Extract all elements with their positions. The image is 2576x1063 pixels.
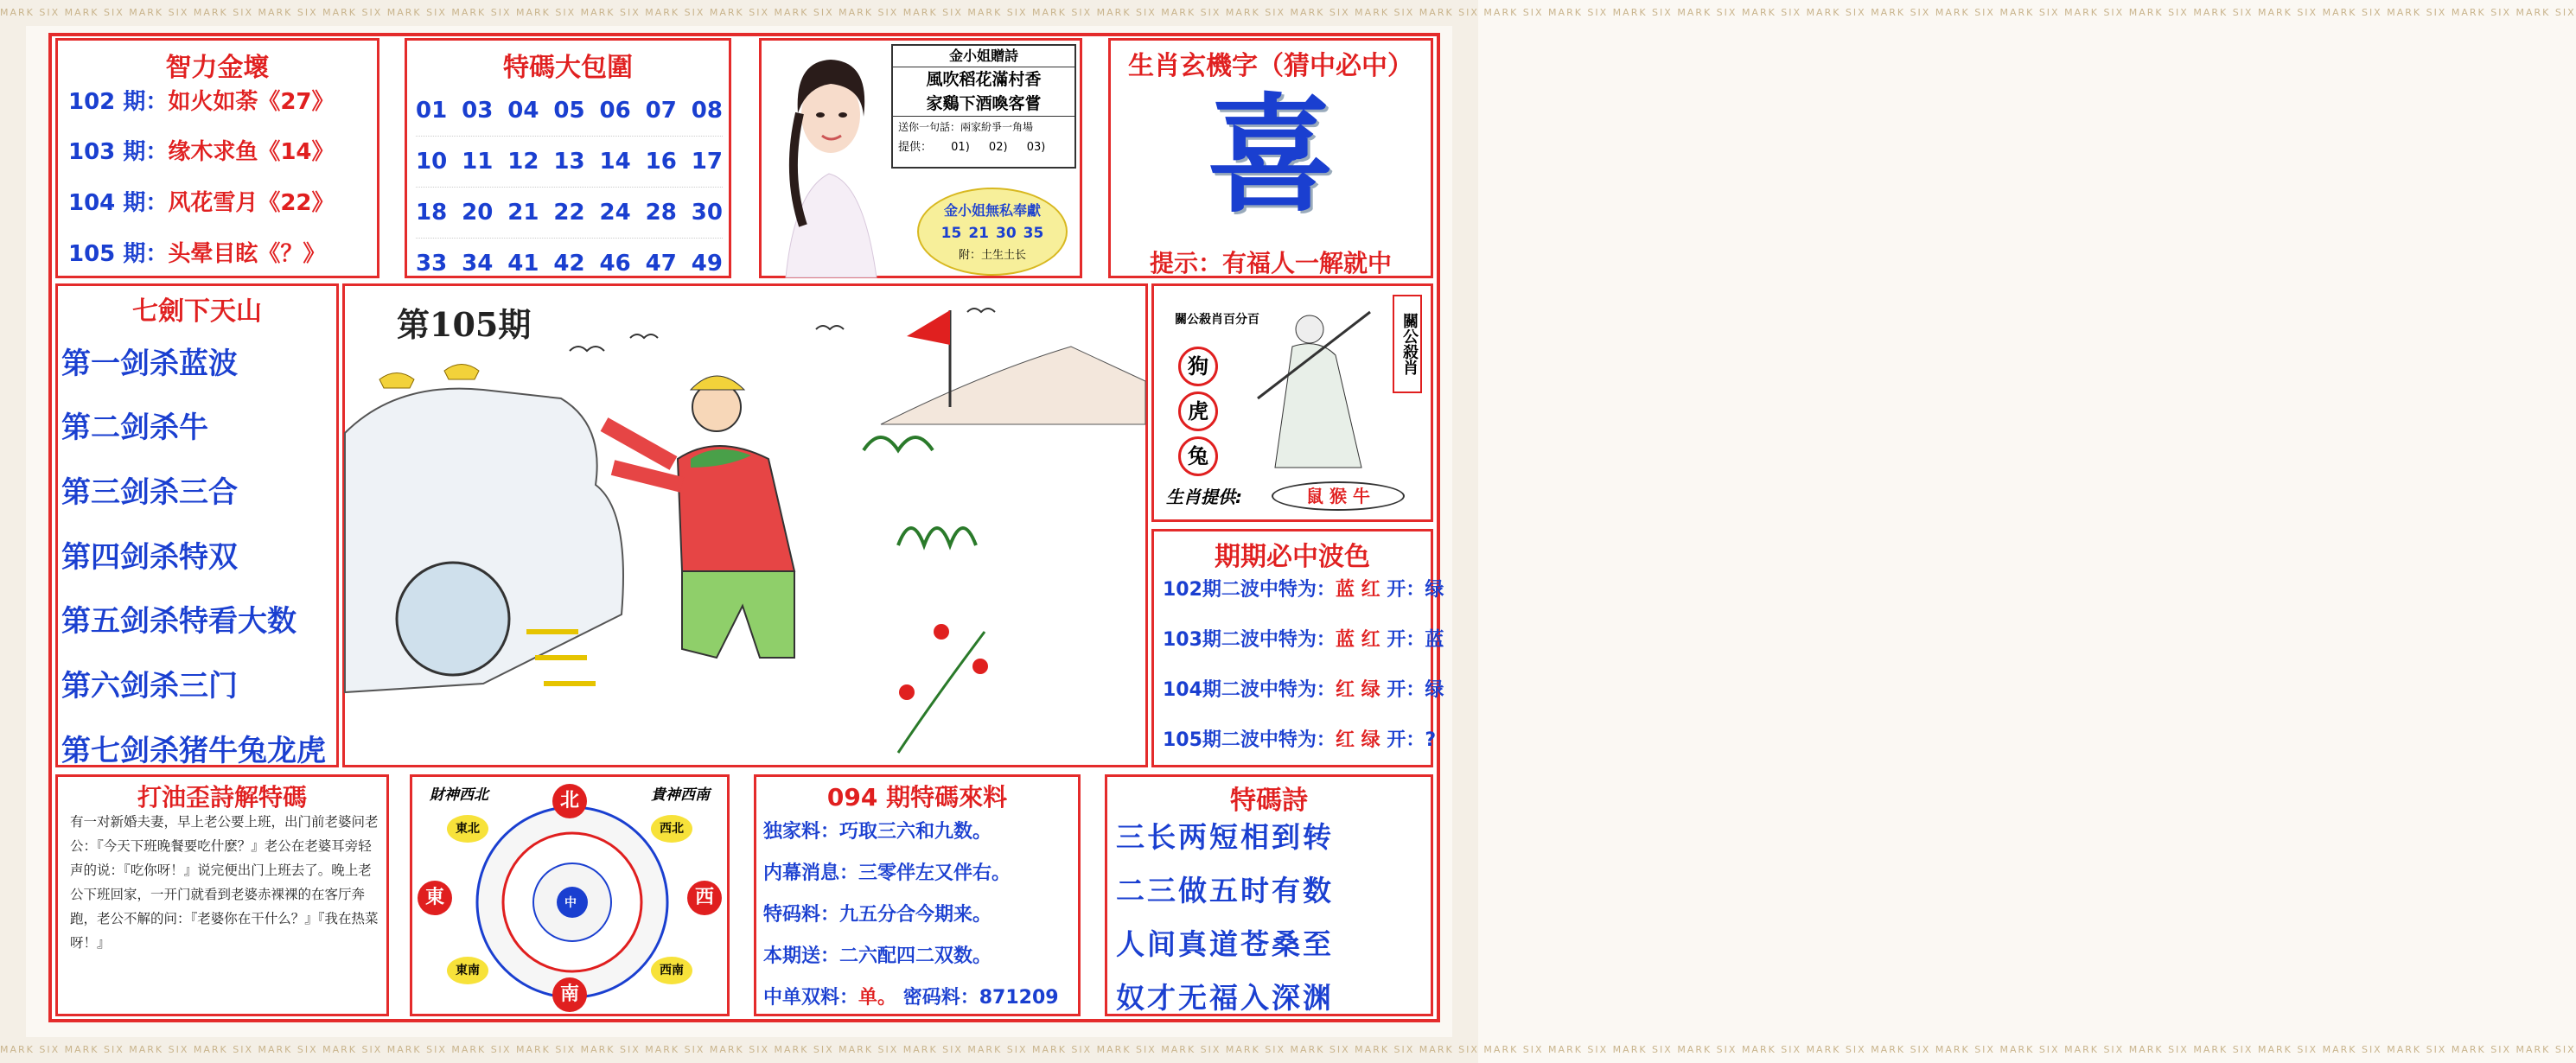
tema-number-grid xyxy=(416,86,723,290)
wave-row: 104期二波中特为：红 绿 开：绿 xyxy=(1163,679,1444,701)
tema-row: 01 03 04 05 06 07 08 xyxy=(416,86,723,137)
miss-poem-panel xyxy=(759,38,1082,278)
tema-poem-line: 奴才无福入深渊 xyxy=(1116,981,1334,1015)
guangong-panel xyxy=(1151,283,1433,522)
miss-poem-box xyxy=(891,44,1076,169)
right-border xyxy=(1452,26,1478,1037)
sword-item: 第四剑杀特双 xyxy=(61,540,238,575)
compass-center: 中 xyxy=(564,896,577,910)
wave-row: 102期二波中特为：蓝 红 开：绿 xyxy=(1163,579,1444,601)
killed-zodiac-badge: 兔 xyxy=(1178,436,1218,476)
xuanji-big-char: 喜 xyxy=(1207,80,1335,230)
compass-north: 北 xyxy=(552,784,587,818)
miss-badge-note: 附：土生土长 xyxy=(958,249,1026,262)
tema-row: 33 34 41 42 46 47 49 xyxy=(416,239,723,290)
miss-poem-hint: 送你一句話：兩家紛爭一角場 xyxy=(898,121,1034,133)
tema-title: 特碼大包圍 xyxy=(503,53,633,83)
guangong-figure-image xyxy=(1240,295,1396,476)
sword-item: 第二剑杀牛 xyxy=(61,411,208,445)
guangong-provide-value: 鼠 猴 牛 xyxy=(1272,481,1405,511)
compass-south: 南 xyxy=(552,977,587,1012)
sword-item: 第七剑杀猪牛兔龙虎 xyxy=(61,734,326,768)
xuanji-hint: 提示：有福人一解就中 xyxy=(1149,249,1392,277)
compass-east: 東 xyxy=(418,881,452,915)
picture-panel xyxy=(342,283,1148,767)
compass-northeast: 東北 xyxy=(447,815,488,843)
info-094-panel xyxy=(754,774,1081,1016)
tema-poem-line: 三长两短相到转 xyxy=(1116,820,1334,854)
lady-portrait-image xyxy=(768,44,889,277)
swords-title: 七劍下天山 xyxy=(132,296,262,327)
guangong-top-text: 關公殺肖百分百 xyxy=(1175,313,1259,327)
xuanji-panel xyxy=(1108,38,1433,278)
zhili-row: 102 期：如火如荼《27》 xyxy=(68,89,335,115)
tema-poem-line: 二三做五时有数 xyxy=(1116,874,1334,907)
sword-item: 第三剑杀三合 xyxy=(61,475,238,510)
info-line: 独家料：巧取三六和九数。 xyxy=(763,821,992,843)
zhili-row: 103 期：缘木求鱼《14》 xyxy=(68,139,335,165)
info-line: 中单双料：单。 密码料：871209 xyxy=(763,987,1059,1009)
picture-issue-label: 第105期 xyxy=(397,305,532,344)
tema-poem-title: 特碼詩 xyxy=(1230,786,1308,816)
wave-panel xyxy=(1151,529,1444,767)
info-line: 本期送：二六配四二双数。 xyxy=(763,945,992,967)
miss-poem-line: 風吹稻花滿村香 xyxy=(926,70,1042,89)
guangong-side-text: 關公殺肖 xyxy=(1393,295,1422,393)
sword-item: 第一剑杀蓝波 xyxy=(61,347,238,381)
tema-row: 18 20 21 22 24 28 30 xyxy=(416,188,723,239)
tema-poem-panel xyxy=(1105,774,1433,1016)
miss-badge-numbers: 15 21 30 35 xyxy=(940,225,1044,242)
killed-zodiac-badge: 狗 xyxy=(1178,347,1218,386)
story-title: 打油歪詩解特碼 xyxy=(137,783,307,812)
compass-top-right: 貴神西南 xyxy=(651,786,710,804)
sword-item: 第五剑杀特看大数 xyxy=(61,604,296,639)
tema-poem-line: 人间真道苍桑至 xyxy=(1116,927,1334,961)
compass-west: 西 xyxy=(687,881,722,915)
compass-southeast: 東南 xyxy=(447,957,488,984)
guangong-provide-label: 生肖提供: xyxy=(1166,487,1242,507)
story-illustration xyxy=(345,286,1145,765)
compass-northwest: 西北 xyxy=(651,815,692,843)
info-094-title: 094 期特碼來料 xyxy=(826,783,1008,812)
compass-southwest: 西南 xyxy=(651,957,692,984)
story-panel xyxy=(55,774,389,1016)
story-text: 有一对新婚夫妻，早上老公要上班，出门前老婆问老公：『今天下班晚餐要吃什麽？』老公在老婆耳旁轻声的说：『吃你呀！』说完便出门上班去了。晚上老公下班回家，一开门就看到老婆赤裸裸的在客厅奔跑，老公不解的问：『老婆你在干什么？』『我在热菜呀！』 xyxy=(70,814,379,951)
tema-panel xyxy=(405,38,731,278)
killed-zodiac-badge: 虎 xyxy=(1178,391,1218,431)
info-line: 内幕消息：三零伴左又伴右。 xyxy=(763,862,1011,884)
top-border: MARK SIX MARK SIX MARK SIX MARK SIX MARK SIX MARK SIX MARK SIX MARK SIX MARK SIX MARK SIX MARK SIX MARK SIX MARK SIX MARK SIX MARK SIX MARK SIX MARK SIX MARK SIX MARK SIX MARK SIX MARK SIX MARK SIX MARK SIX MARK SIX MARK SIX MARK SIX MARK SIX MARK SIX MARK SIX MARK SIX MARK SIX MARK SIX MARK SIX MARK SIX MARK SIX MARK SIX MARK SIX MARK SIX MARK SIX MARK SIX xyxy=(0,0,1478,26)
xuanji-title: 生肖玄機字（猜中必中） xyxy=(1128,51,1413,81)
miss-provide-row: 提供： 01) 02) 03) xyxy=(898,141,1046,154)
left-border xyxy=(0,26,26,1037)
zhili-row: 104 期：风花雪月《22》 xyxy=(68,190,335,216)
miss-poem-title: 金小姐贈詩 xyxy=(893,46,1074,67)
zhili-title: 智力金壞 xyxy=(165,53,270,83)
tema-row: 10 11 12 13 14 16 17 xyxy=(416,137,723,188)
zhili-panel xyxy=(55,38,379,278)
wave-row: 103期二波中特为：蓝 红 开：蓝 xyxy=(1163,629,1444,651)
miss-badge xyxy=(917,188,1068,276)
compass-panel xyxy=(410,774,730,1016)
sword-item: 第六剑杀三门 xyxy=(61,669,238,703)
miss-poem-line: 家鷄下酒喚客嘗 xyxy=(893,92,1074,117)
wave-title: 期期必中波色 xyxy=(1215,542,1370,572)
miss-badge-title: 金小姐無私奉獻 xyxy=(943,202,1041,219)
swords-panel xyxy=(55,283,339,767)
wave-row: 105期二波中特为：红 绿 开：? xyxy=(1163,729,1437,751)
info-line: 特码料：九五分合今期来。 xyxy=(763,904,992,926)
compass-top-left: 財神西北 xyxy=(430,786,488,804)
zhili-row: 105 期：头晕目眩《？》 xyxy=(68,241,326,267)
bottom-border: MARK SIX MARK SIX MARK SIX MARK SIX MARK SIX MARK SIX MARK SIX MARK SIX MARK SIX MARK SIX MARK SIX MARK SIX MARK SIX MARK SIX MARK SIX MARK SIX MARK SIX MARK SIX MARK SIX MARK SIX MARK SIX MARK SIX MARK SIX MARK SIX MARK SIX MARK SIX MARK SIX MARK SIX MARK SIX MARK SIX MARK SIX MARK SIX MARK SIX MARK SIX MARK SIX MARK SIX MARK SIX MARK SIX MARK SIX MARK SIX xyxy=(0,1037,1478,1063)
